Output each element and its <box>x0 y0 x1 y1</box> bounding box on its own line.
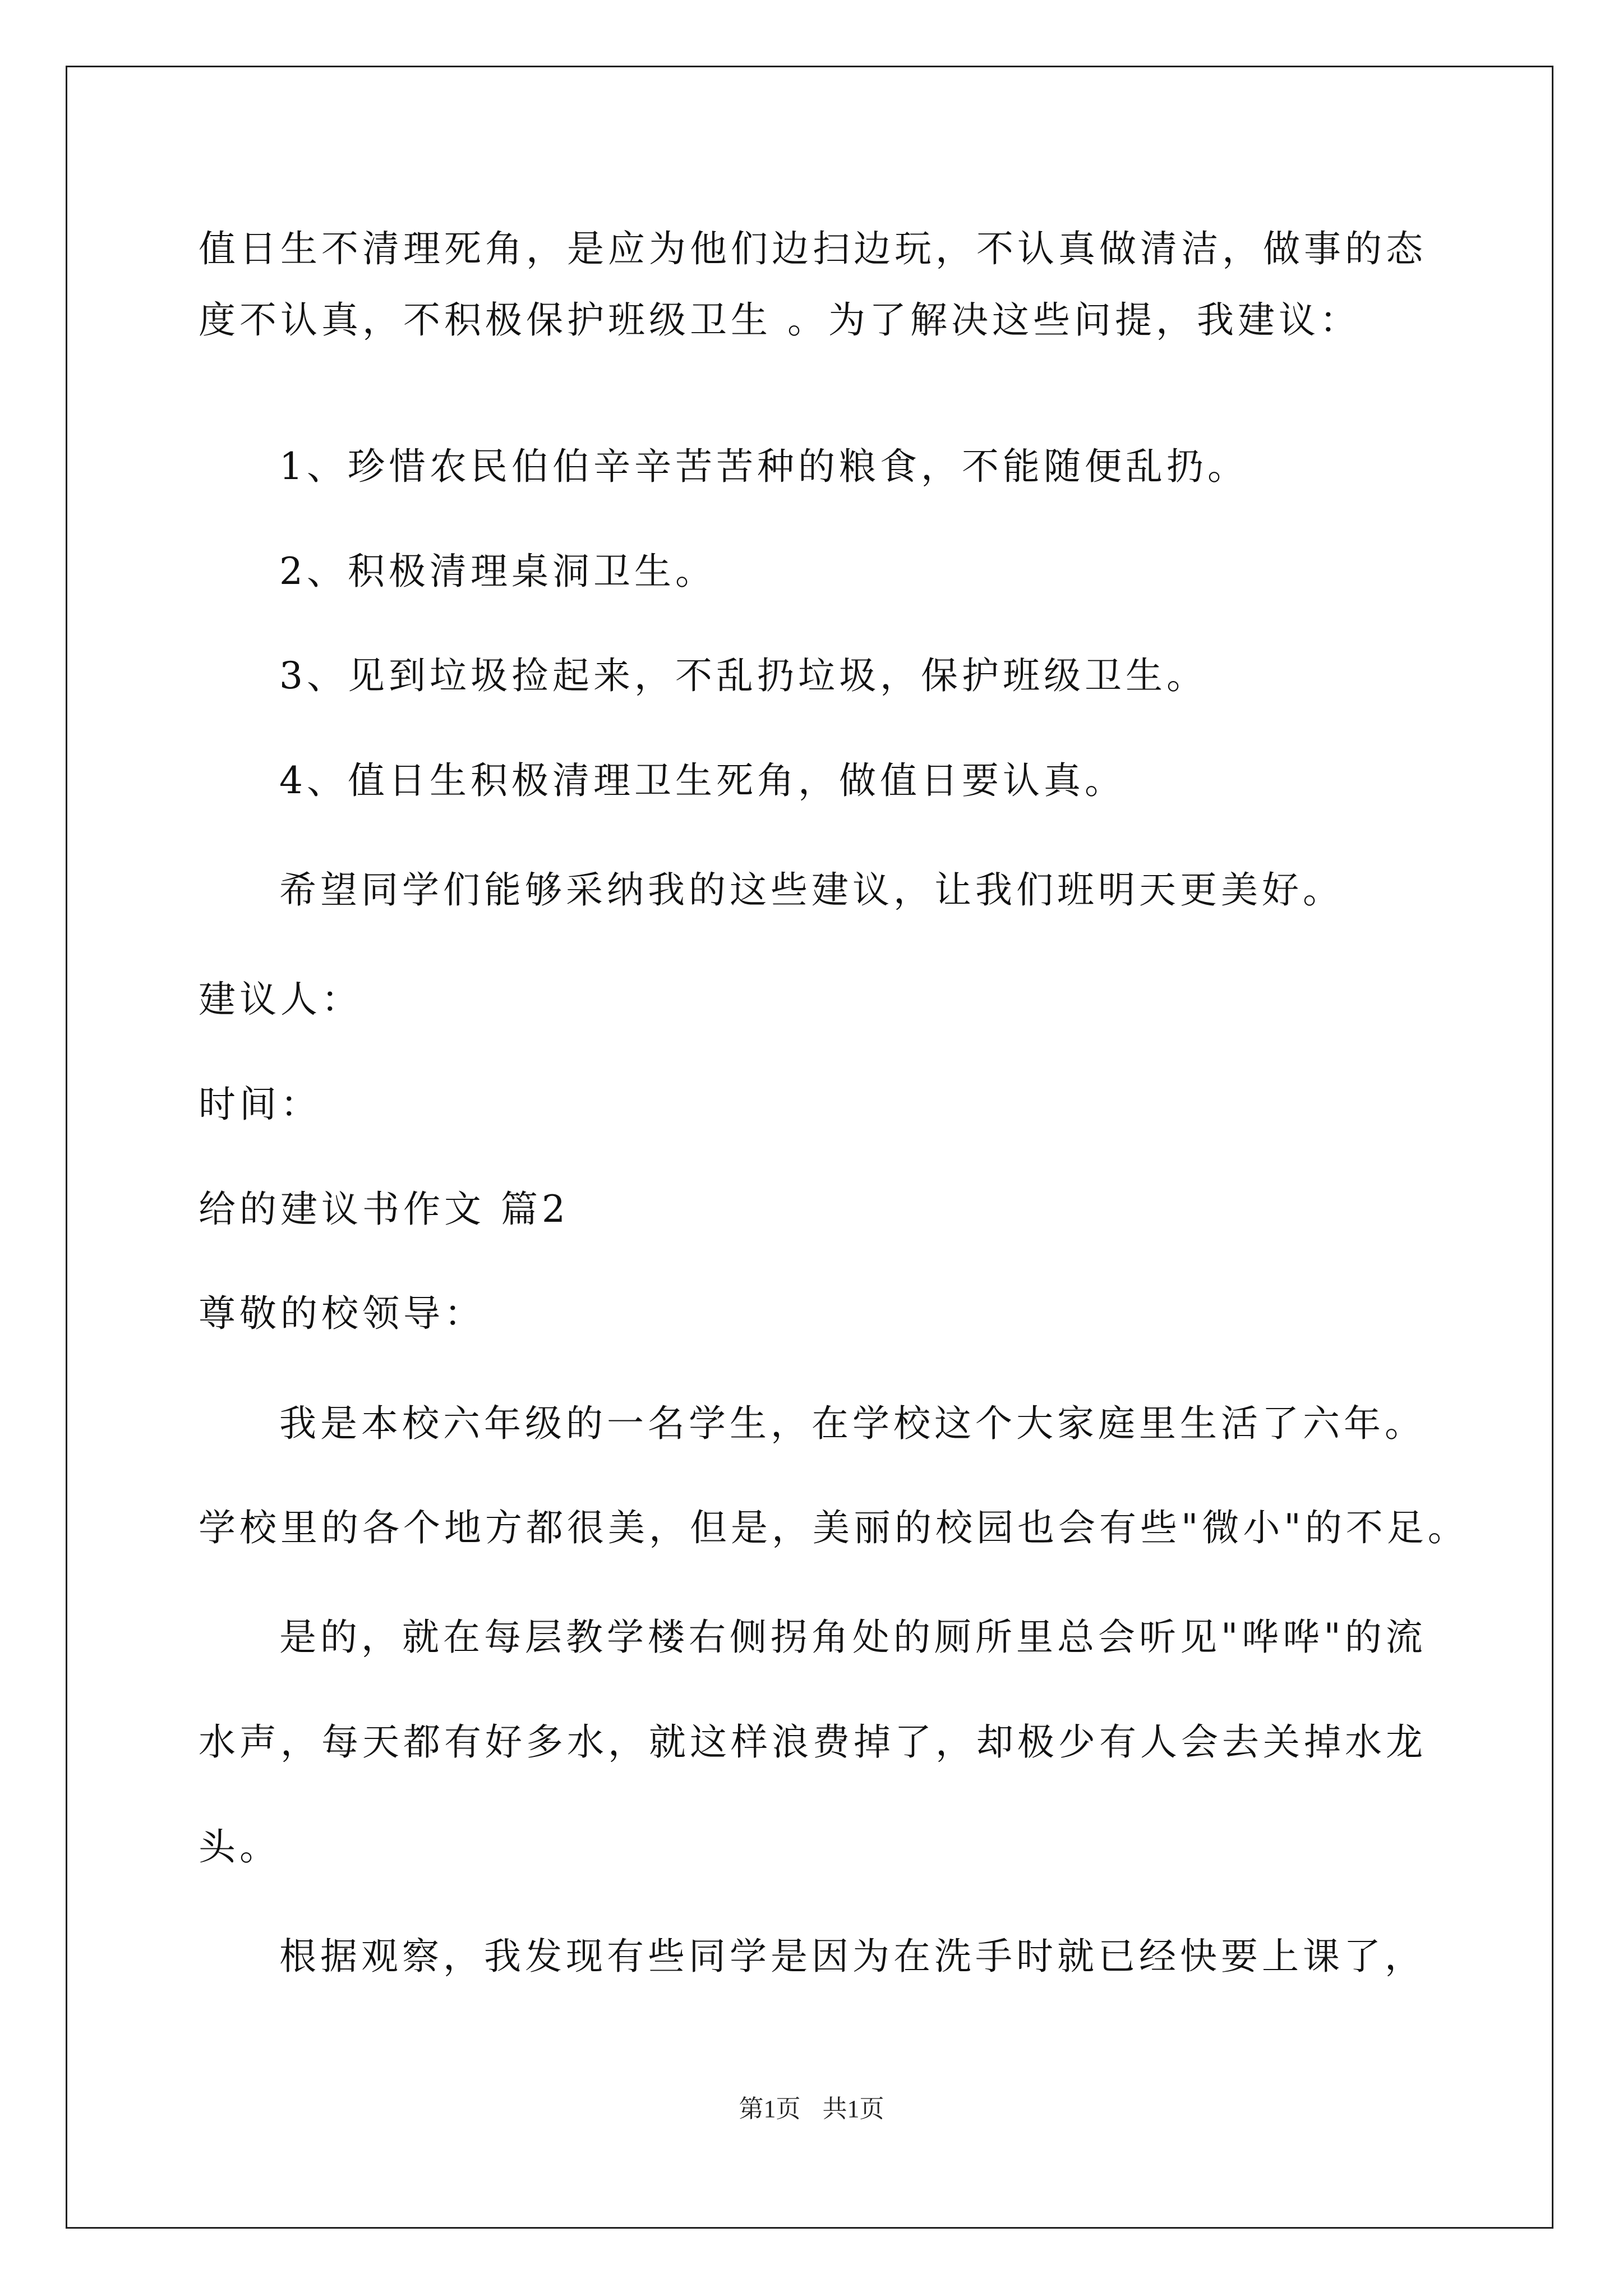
body-line: 度不认真，不积极保护班级卫生 。为了解决这些问提，我建议： <box>199 298 1361 342</box>
body-line: 水声，每天都有好多水，就这样浪费掉了，却极少有人会去关掉水龙 <box>199 1720 1427 1764</box>
body-line: 学校里的各个地方都很美，但是，美丽的校园也会有些"微小"的不足。 <box>199 1506 1469 1549</box>
section-heading: 给的建议书作文 篇2 <box>199 1188 569 1231</box>
date-label: 时间： <box>199 1083 321 1126</box>
body-line: 是的，就在每层教学楼右侧拐角处的厕所里总会听见"哗哗"的流 <box>279 1616 1427 1659</box>
list-item: 4、值日生积极清理卫生死角，做值日要认真。 <box>279 759 1126 802</box>
page-border <box>66 66 1553 2229</box>
body-line: 根据观察，我发现有些同学是因为在洗手时就已经快要上课了， <box>279 1935 1426 1978</box>
body-line: 我是本校六年级的一名学生，在学校这个大家庭里生活了六年。 <box>279 1402 1426 1445</box>
list-item: 2、积极清理桌洞卫生。 <box>279 550 716 593</box>
list-item: 3、见到垃圾捡起来，不乱扔垃圾，保护班级卫生。 <box>279 654 1207 697</box>
page-total: 共1页 <box>822 2095 884 2123</box>
body-line: 值日生不清理死角，是应为他们边扫边玩，不认真做清洁，做事的态 <box>199 227 1427 270</box>
signature-label: 建议人： <box>199 978 362 1021</box>
page-number: 第1页 <box>739 2095 801 2123</box>
list-item: 1、珍惜农民伯伯辛辛苦苦种的粮食，不能随便乱扔。 <box>279 445 1248 488</box>
page-footer <box>0 2095 1623 2123</box>
salutation: 尊敬的校领导： <box>199 1292 485 1335</box>
body-line: 希望同学们能够采纳我的这些建议，让我们班明天更美好。 <box>279 868 1344 912</box>
body-line: 头。 <box>199 1825 280 1869</box>
